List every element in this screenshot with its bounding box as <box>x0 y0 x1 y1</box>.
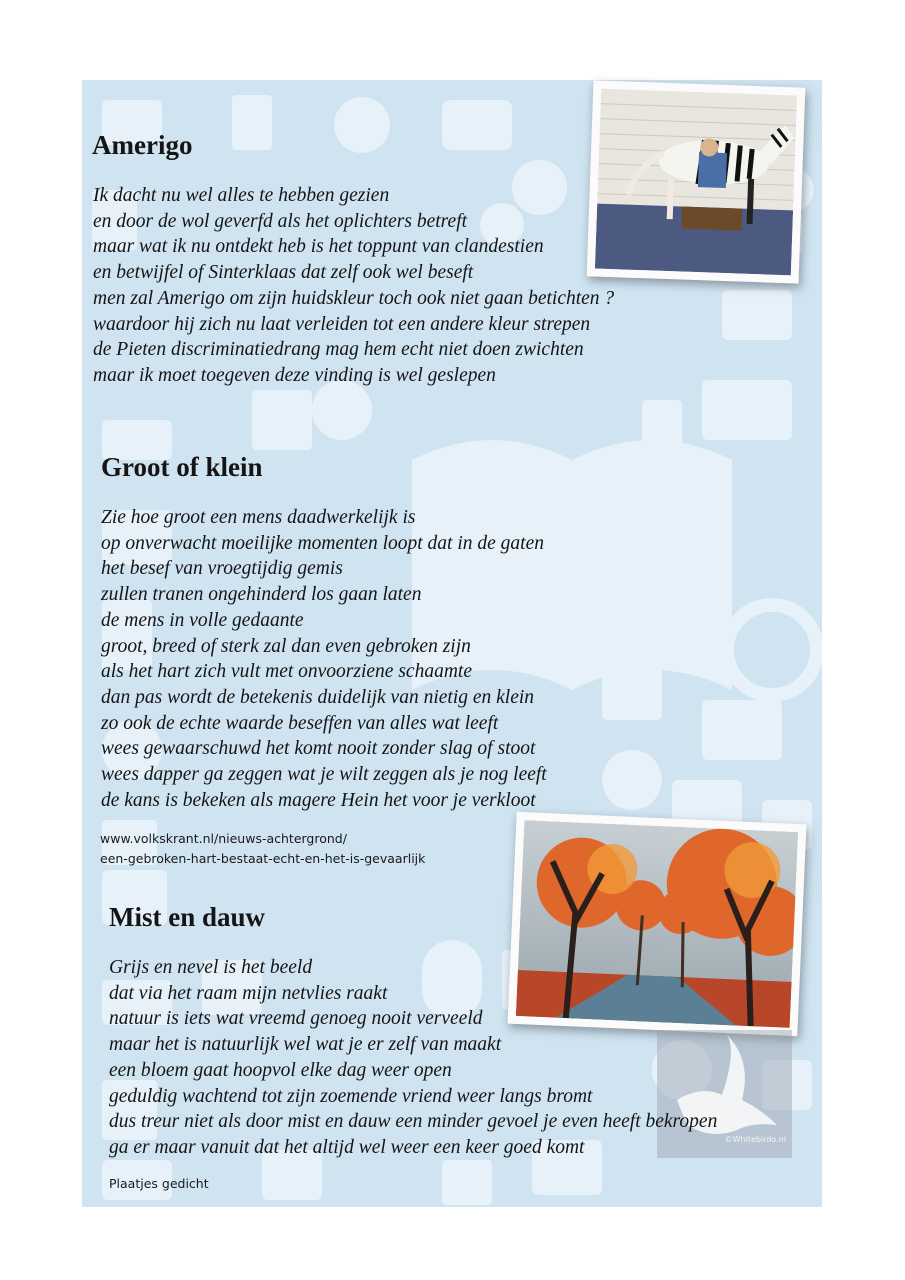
poem-line: het besef van vroegtijdig gemis <box>101 558 343 580</box>
poem-body-amerigo <box>93 183 614 389</box>
poem-body-groot-of-klein <box>101 505 547 813</box>
zebra-photo <box>587 80 806 283</box>
poem-title-groot-of-klein: Groot of klein <box>101 452 263 482</box>
poem-line: Ik dacht nu wel alles te hebben gezien <box>93 185 390 206</box>
poem-line: zo ook de echte waarde beseffen van alles wat leeft <box>101 712 499 734</box>
poem-line: een bloem gaat hoopvol elke dag weer open <box>109 1059 452 1081</box>
poem-line: waardoor hij zich nu laat verleiden tot een andere kleur strepen <box>93 313 591 335</box>
poem-line: zullen tranen ongehinderd los gaan laten <box>101 584 422 606</box>
poem-line: ga er maar vanuit dat het altijd wel weer een keer goed komt <box>109 1136 585 1158</box>
poem-line: de kans is bekeken als magere Hein het voor je verkloot <box>101 789 536 811</box>
footer-caption: Plaatjes gedicht <box>109 1176 209 1191</box>
source-url-line: www.volkskrant.nl/nieuws-achtergrond/ <box>100 831 347 846</box>
poem-line: groot, breed of sterk zal dan even gebroken zijn <box>101 635 471 657</box>
poem-line: maar wat ik nu ontdekt heb is het toppunt van clandestien <box>93 236 544 258</box>
poem-line: dat via het raam mijn netvlies raakt <box>109 982 388 1004</box>
source-url-line: een-gebroken-hart-bestaat-echt-en-het-is-gevaarlijk <box>100 851 426 866</box>
poem-line: op onverwacht moeilijke momenten loopt dat in de gaten <box>101 532 544 554</box>
poem-line: wees dapper ga zeggen wat je wilt zeggen als je nog leeft <box>101 764 547 786</box>
poem-line: de Pieten discriminatiedrang mag hem echt niet doen zwichten <box>93 339 584 361</box>
poem-title-mist-en-dauw: Mist en dauw <box>109 902 266 932</box>
poem-line: en betwijfel of Sinterklaas dat zelf ook wel beseft <box>93 262 474 284</box>
poem-line: dan pas wordt de betekenis duidelijk van nietig en klein <box>101 686 535 708</box>
watermark-credit: ©Whitebirdo.nl <box>724 1135 786 1144</box>
poem-line: maar het is natuurlijk wel wat je er zelf van maakt <box>109 1034 502 1056</box>
poem-line: de mens in volle gedaante <box>101 609 304 631</box>
poem-line: en door de wol geverfd als het oplichters betreft <box>93 210 468 232</box>
poem-line: Grijs en nevel is het beeld <box>109 957 313 978</box>
poem-line: men zal Amerigo om zijn huidskleur toch ook niet gaan betichten ? <box>93 287 615 309</box>
poem-line: geduldig wachtend tot zijn zoemende vriend weer langs bromt <box>109 1085 593 1107</box>
poem-line: als het hart zich vult met onvoorziene schaamte <box>101 661 472 683</box>
poem-body-mist-en-dauw <box>109 955 717 1161</box>
poem-line: wees gewaarschuwd het komt nooit zonder slag of stoot <box>101 738 536 760</box>
poem-line: dus treur niet als door mist en dauw een minder gevoel je even heeft bekropen <box>109 1111 718 1133</box>
source-reference <box>100 829 425 869</box>
poem-title-amerigo: Amerigo <box>92 130 193 160</box>
poem-line: Zie hoe groot een mens daadwerkelijk is <box>101 507 416 528</box>
poem-line: maar ik moet toegeven deze vinding is wel geslepen <box>93 364 496 386</box>
poem-line: natuur is iets wat vreemd genoeg nooit verveeld <box>109 1008 483 1030</box>
